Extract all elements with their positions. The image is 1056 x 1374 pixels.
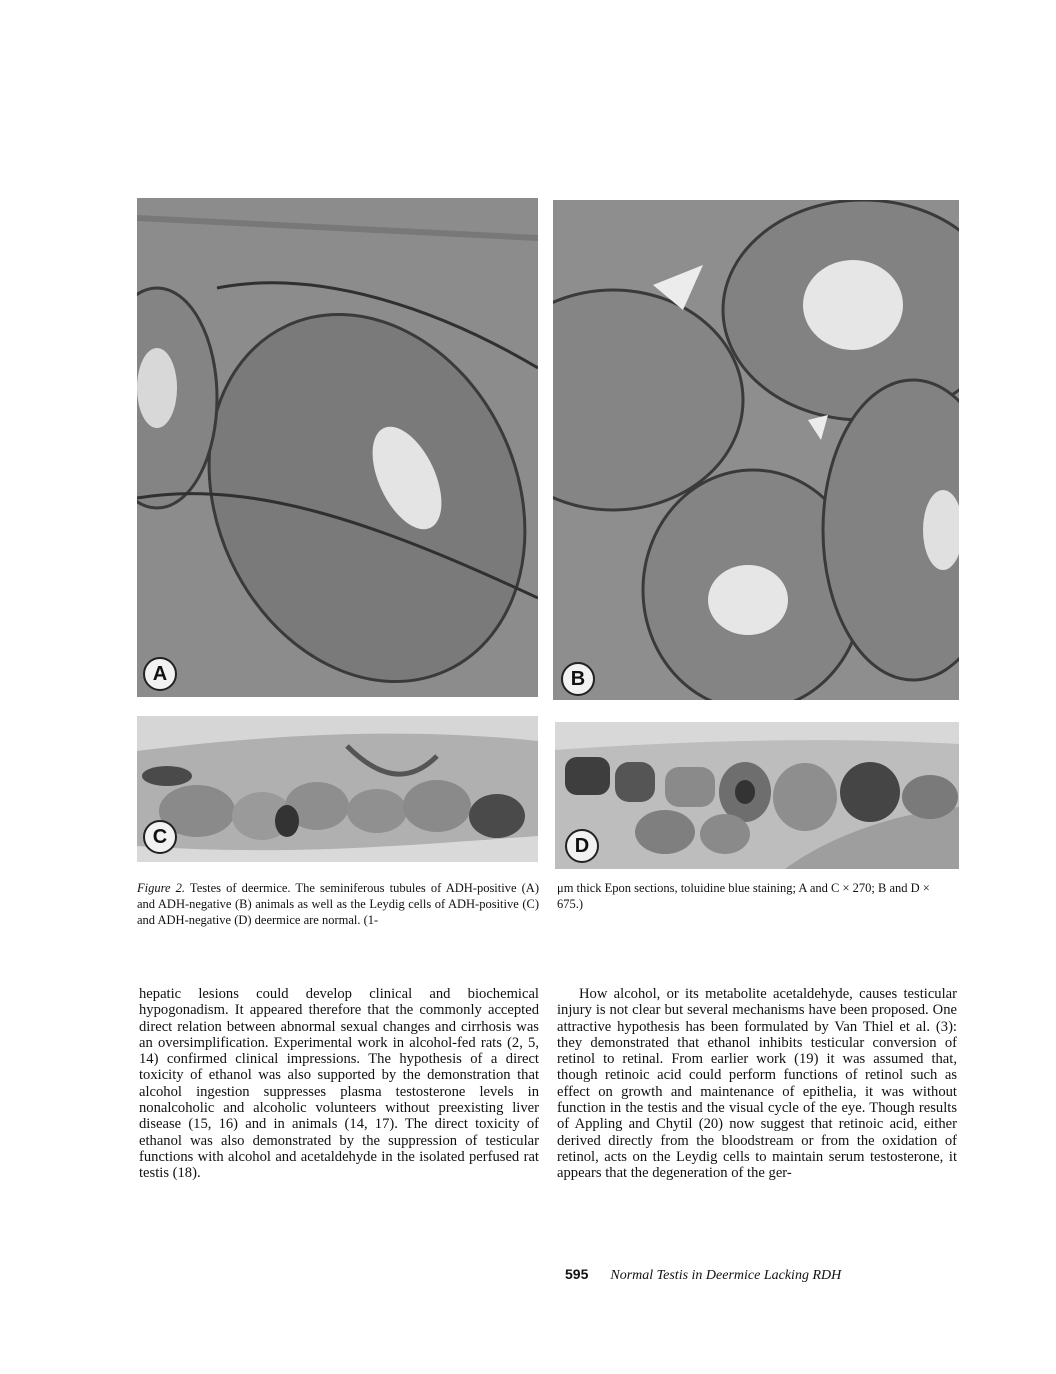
micrograph-panel-d <box>555 722 959 869</box>
paragraph: How alcohol, or its metabolite acetaldehyde, causes testicular injury is not clear but several mechanisms have been proposed. One attractive hypothesis has been formulated by Van Thiel et al. (3): they demonstrated that ethanol inhibits testicular conversion of retinol to retinal. From earlier work (19) it was assumed that, though retinoic acid could perform functions of retinol such as effect on growth and maintenance of epithelia, it was without function in the testis and the visual cycle of the eye. Though results of Appling and Chytil (20) now suggest that retinoic acid, either derived directly from the bloodstream or from the oxidation of retinol, acts on the Leydig cells to maintain serum testosterone, it appears that the degeneration of the ger- <box>557 986 957 1182</box>
panel-label: C <box>143 820 177 854</box>
figure-caption-left <box>137 880 539 928</box>
page-number: 595 <box>565 1266 589 1282</box>
caption-text: μm thick Epon sections, toluidine blue staining; A and C × 270; B and D × 675.) <box>557 881 930 911</box>
page-footer <box>565 1266 841 1284</box>
figure-caption-right <box>557 880 959 912</box>
caption-text: Testes of deermice. The seminiferous tubules of ADH-positive (A) and ADH-negative (B) animals as well as the Leydig cells of ADH-positive (C) and ADH-negative (D) deermice are normal. (1- <box>137 881 539 927</box>
panel-label: D <box>565 829 599 863</box>
micrograph-panel-b <box>553 200 959 700</box>
panel-label: B <box>561 662 595 696</box>
body-column-left <box>139 986 539 1182</box>
micrograph-panel-a <box>137 198 538 697</box>
figure-label: Figure 2. <box>137 881 186 895</box>
paragraph: hepatic lesions could develop clinical and biochemical hypogonadism. It appeared therefore that the commonly accepted direct relation between abnormal sexual changes and cirrhosis was an oversimplification. Experimental work in alcohol-fed rats (2, 5, 14) confirmed clinical impressions. The hypothesis of a direct toxicity of ethanol was also supported by the demonstration that alcohol ingestion suppresses plasma testosterone levels in nonalcoholic and alcoholic volunteers without preexisting liver disease (15, 16) and in animals (14, 17). The direct toxicity of ethanol was also demonstrated by the suppression of testicular functions with alcohol and acetaldehyde in the isolated perfused rat testis (18). <box>139 986 539 1182</box>
micrograph-panel-c <box>137 716 538 862</box>
panel-label: A <box>143 657 177 691</box>
body-column-right <box>557 986 957 1182</box>
running-title: Normal Testis in Deermice Lacking RDH <box>610 1268 842 1283</box>
